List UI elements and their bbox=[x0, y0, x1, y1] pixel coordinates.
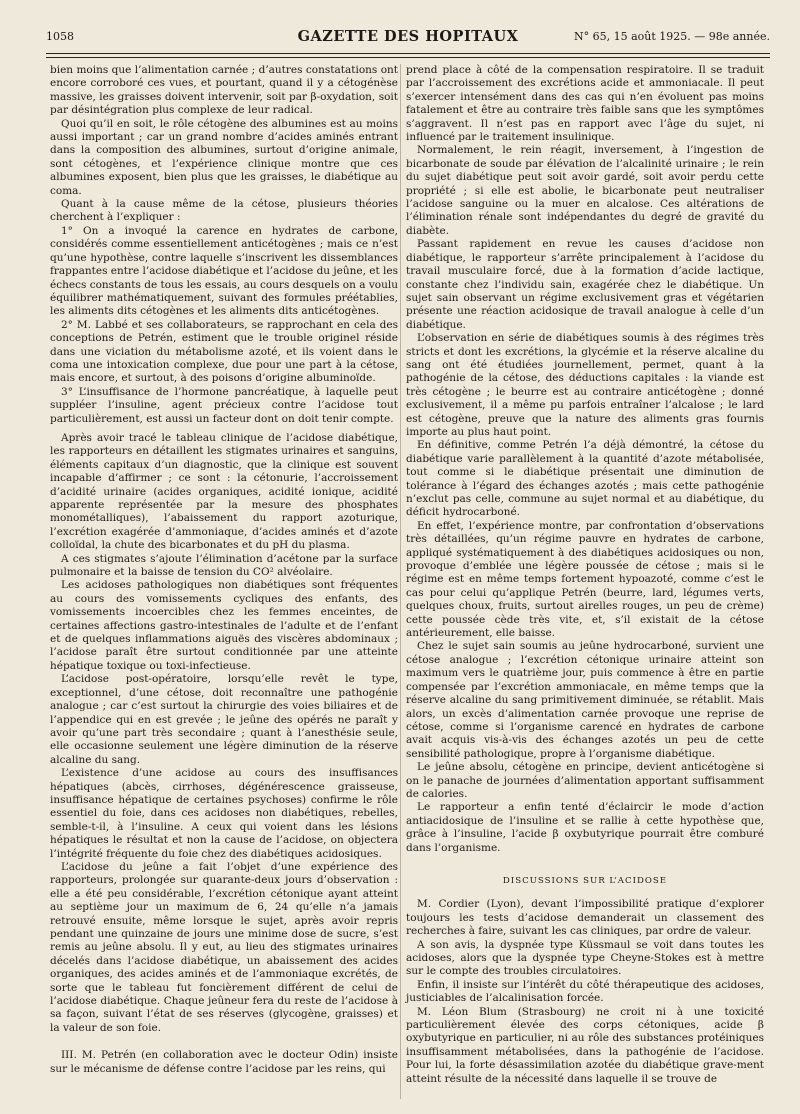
paragraph: L’observation en série de diabétiques soumis à des régimes très stricts et dont les excrétions, la glycémie et la réserve alcaline du sang ont été étudiées journellement, permet, quant à la pathogénie de la cétose, des déductions capitales : la viande est très cétogène ; le beurre est au contraire anticétogène ; donné exclusivement, il a même pu parfois entraîner l’alcalose ; le lard est cétogène, preuve que la nature des aliments gras fournis importe au plus haut point. bbox=[406, 332, 764, 438]
running-header bbox=[46, 28, 770, 50]
left-column bbox=[50, 64, 398, 1076]
paragraph: A son avis, la dyspnée type Küssmaul se voit dans toutes les acidoses, alors que la dyspnée type Cheyne-Stokes est à mettre sur le compte des troubles circulatoires. bbox=[406, 938, 764, 978]
journal-title: GAZETTE DES HOPITAUX bbox=[297, 28, 519, 45]
paragraph: 2° M. Labbé et ses collaborateurs, se rapprochant en cela des conceptions de Petrén, estiment que le trouble originel réside dans une viciation du métabolisme azoté, et ils voient dans le coma une intoxication complexe, due pour une part à la cétose, mais encore, et surtout, à des poisons d’origine albuminoïde. bbox=[50, 318, 398, 385]
paragraph: III. M. Petrén (en collaboration avec le docteur Odin) insiste sur le mécanisme de défense contre l’acidose par les reins, qui bbox=[50, 1049, 398, 1075]
paragraph: 3° L’insuffisance de l’hormone pancréatique, à laquelle peut suppléer l’insuline, agent précieux contre l’acidose tout particulièrement, est aussi un facteur dont on doit tenir compte. bbox=[50, 385, 398, 425]
paragraph: L’existence d’une acidose au cours des insuffisances hépatiques (abcès, cirrhoses, dégénérescence graisseuse, insuffisance hépatique de certaines psychoses) confirme le rôle essentiel du foie, dans ces acidoses non diabétiques, rebelles, semble-t-il, à l’insuline. A ceux qui voient dans les lésions hépatiques le résultat et non la cause de l’acidose, on objectera l’intégrité fréquente du foie chez des diabétiques acidosiques. bbox=[50, 767, 398, 860]
paragraph: bien moins que l’alimentation carnée ; d’autres constatations ont encore corroboré ces vues, et pourtant, quand il y a cétogénèse massive, les graisses doivent intervenir, soit par β-oxydation, soit par désintégration plus complexe de leur radical. bbox=[50, 64, 398, 117]
page-number: 1058 bbox=[46, 30, 74, 43]
paragraph: L’acidose post-opératoire, lorsqu’elle revêt le type, exceptionnel, d’une cétose, doit reconnaître une pathogénie analogue ; car c’est surtout la chirurgie des voies biliaires et de l’appendice qui en est grevée ; le jeûne des opérés ne paraît y avoir qu’une part très secondaire ; quant à l’anesthésie seule, elle occasionne seulement une légère diminution de la réserve alcaline du sang. bbox=[50, 673, 398, 766]
column-divider bbox=[400, 64, 401, 1099]
paragraph: Normalement, le rein réagit, inversement, à l’ingestion de bicarbonate de soude par élévation de l’alcalinité urinaire ; le rein du sujet diabétique peut soit avoir gardé, soit avoir perdu cette propriété ; si elle est abolie, le bicarbonate peut neutraliser l’acidose sanguine ou la muer en alcalose. Ces altérations de l’élimination rénale sont indépendantes du degré de gravité du diabète. bbox=[406, 144, 764, 237]
paragraph: Le rapporteur a enfin tenté d’éclaircir le mode d’action antiacidosique de l’insuline et se rallie à cette hypothèse que, grâce à l’insuline, l’acide β oxybutyrique pourrait être comburé dans l’organisme. bbox=[406, 801, 764, 854]
paragraph: Enfin, il insiste sur l’intérêt du côté thérapeutique des acidoses, justiciables de l’alcalinisation forcée. bbox=[406, 978, 764, 1005]
paragraph: Les acidoses pathologiques non diabétiques sont fréquentes au cours des vomissements cycliques des enfants, des vomissements incoercibles chez les femmes enceintes, de certaines affections gastro-intestinales de l’adulte et de l’enfant et de quelques inflammations aiguës des viscères abdominaux ; l’acidose paraît être surtout conditionnée par une atteinte hépatique toxique ou toxi-infectieuse. bbox=[50, 579, 398, 672]
paragraph: En effet, l’expérience montre, par confrontation d’observations très détaillées, qu’un régime pauvre en hydrates de carbone, appliqué systématiquement à des diabétiques acidosiques ou non, provoque d’emblée une légère poussée de cétose ; mais si le régime est en même temps fortement hypoazoté, comme c’est le cas pour celui qu’applique Petrén (beurre, lard, légumes verts, quelques choux, fruits, surtout airelles rouges, un peu de crème) cette poussée cède très vite, et, s’il existait de la cétose antérieurement, elle baisse. bbox=[406, 519, 764, 640]
paragraph: prend place à côté de la compensation respiratoire. Il se traduit par l’accroissement des excrétions acide et ammoniacale. Il peut s’exercer intensément dans des cas qui n’en évoluent pas moins fatalement et être au contraire très faible sans que les symptômes s’aggravent. Il n’est pas en rapport avec l’âge du sujet, ni influencé par le traitement insulinique. bbox=[406, 64, 764, 144]
paragraph: Chez le sujet sain soumis au jeûne hydrocarboné, survient une cétose analogue ; l’excrétion cétonique urinaire atteint son maximum vers le quatrième jour, puis commence à être en partie compensée par l’excrétion ammoniacale, en même temps que la réserve alcaline du sang primitivement diminuée, se rétablit. Mais alors, un excès d’alimentation carnée provoque une reprise de cétose, comme si l’organisme carencé en hydrates de carbone avait acquis vis-à-vis des échanges azotés un peu de cette sensibilité pathologique, propre à l’organisme diabétique. bbox=[406, 640, 764, 760]
paragraph: Le jeûne absolu, cétogène en principe, devient anticétogène si on le panache de journées d’alimentation apportant suffisamment de calories. bbox=[406, 761, 764, 800]
paragraph: M. Cordier (Lyon), devant l’impossibilité pratique d’explorer toujours les tests d’acidose demanderait un classement des recherches à faire, suivant les cas cliniques, par ordre de valeur. bbox=[406, 898, 764, 938]
header-rule-thick bbox=[46, 53, 770, 54]
paragraph: A ces stigmates s’ajoute l’élimination d’acétone par la surface pulmonaire et la baisse de tension du CO² alvéolaire. bbox=[50, 552, 398, 579]
paragraph: L’acidose du jeûne a fait l’objet d’une expérience des rapporteurs, prolongée sur quarante-deux jours d’observation : elle a été peu considérable, l’excrétion cétonique ayant atteint au septième jour un maximum de 6, 24 qu’elle n’a jamais retrouvé ensuite, même lorsque le sujet, après avoir repris pendant une quinzaine de jours une minime dose de sucre, s’est remis au jeûne absolu. Il y eut, au lieu des stigmates urinaires décelés dans l’acidose diabétique, un abaissement des acides organiques, des acides aminés et de l’ammoniaque excrétés, de sorte que le tableau fut foncièrement différent de celui de l’acidose diabétique. Chaque jeûneur fera du reste de l’acidose à sa façon, suivant l’état de ses réserves (glycogène, graisses) et la valeur de son foie. bbox=[50, 860, 398, 1034]
header-rule-thin bbox=[46, 57, 770, 58]
paragraph: Passant rapidement en revue les causes d’acidose non diabétique, le rapporteur s’arrête principalement à l’acidose du travail musculaire forcé, due à la formation d’acide lactique, constante chez l’individu sain, exagérée chez le diabétique. Un sujet sain observant un régime exclusivement gras et végétarien présente une réaction acidosique de travail analogue à celle d’un diabétique. bbox=[406, 238, 764, 331]
paragraph: 1° On a invoqué la carence en hydrates de carbone, considérés comme essentiellement anticétogènes ; mais ce n’est qu’une hypothèse, contre laquelle s’inscrivent les dissemblances frappantes entre l’acidose diabétique et l’acidose du jeûne, et les échecs constants de tous les essais, au cours desquels on a voulu équilibrer mathématiquement, suivant des formules préétablies, les aliments dits cétogènes et les aliments dits anticétogènes. bbox=[50, 224, 399, 318]
paragraph: En définitive, comme Petrén l’a déjà démontré, la cétose du diabétique varie parallèlement à la quantité d’azote métabolisée, tout comme si le diabétique présentait une diminution de tolérance à l’égard des échanges azotés ; mais cette pathogénie n’exclut pas celle, commune au sujet normal et au diabétique, du déficit hydrocarboné. bbox=[406, 439, 764, 519]
section-heading: DISCUSSIONS SUR L’ACIDOSE bbox=[502, 875, 668, 886]
paragraph: Quant à la cause même de la cétose, plusieurs théories cherchent à l’expliquer : bbox=[50, 198, 398, 224]
paragraph: M. Léon Blum (Strasbourg) ne croit ni à une toxicité particulièrement élevée des corps cétoniques, acide β oxybutyrique en particulier, ni au rôle des substances protéiniques insuffisamment métabolisées, dans la pathogénie de l’acidose. Pour lui, la forte désassimilation azotée du diabétique grave-ment atteint résulte de la nécessité dans laquelle il se trouve de bbox=[406, 1005, 764, 1085]
right-column bbox=[406, 64, 764, 1086]
paragraph: Après avoir tracé le tableau clinique de l’acidose diabétique, les rapporteurs en détaillent les stigmates urinaires et sanguins, éléments capitaux d’un diagnostic, que la clinique est souvent incapable d’affirmer ; ce sont : la cétonurie, l’accroissement d’acidité urinaire (acides organiques, acidité ionique, acidité apparente représentée par la mesure des phosphates monométalliques), l’abaissement du rapport azoturique, l’excrétion exagérée d’ammoniaque, d’acides aminés et d’azote colloïdal, la chute des bicarbonates et du pH du plasma. bbox=[50, 431, 398, 552]
issue-info: N° 65, 15 août 1925. — 98e année. bbox=[573, 30, 770, 43]
paragraph: Quoi qu’il en soit, le rôle cétogène des albumines est au moins aussi important ; car un grand nombre d’acides aminés entrant dans la composition des albumines, surtout d’origine animale, sont cétogènes, et l’expérience clinique montre que ces albumines exposent, bien plus que les graisses, le diabétique au coma. bbox=[50, 117, 398, 197]
